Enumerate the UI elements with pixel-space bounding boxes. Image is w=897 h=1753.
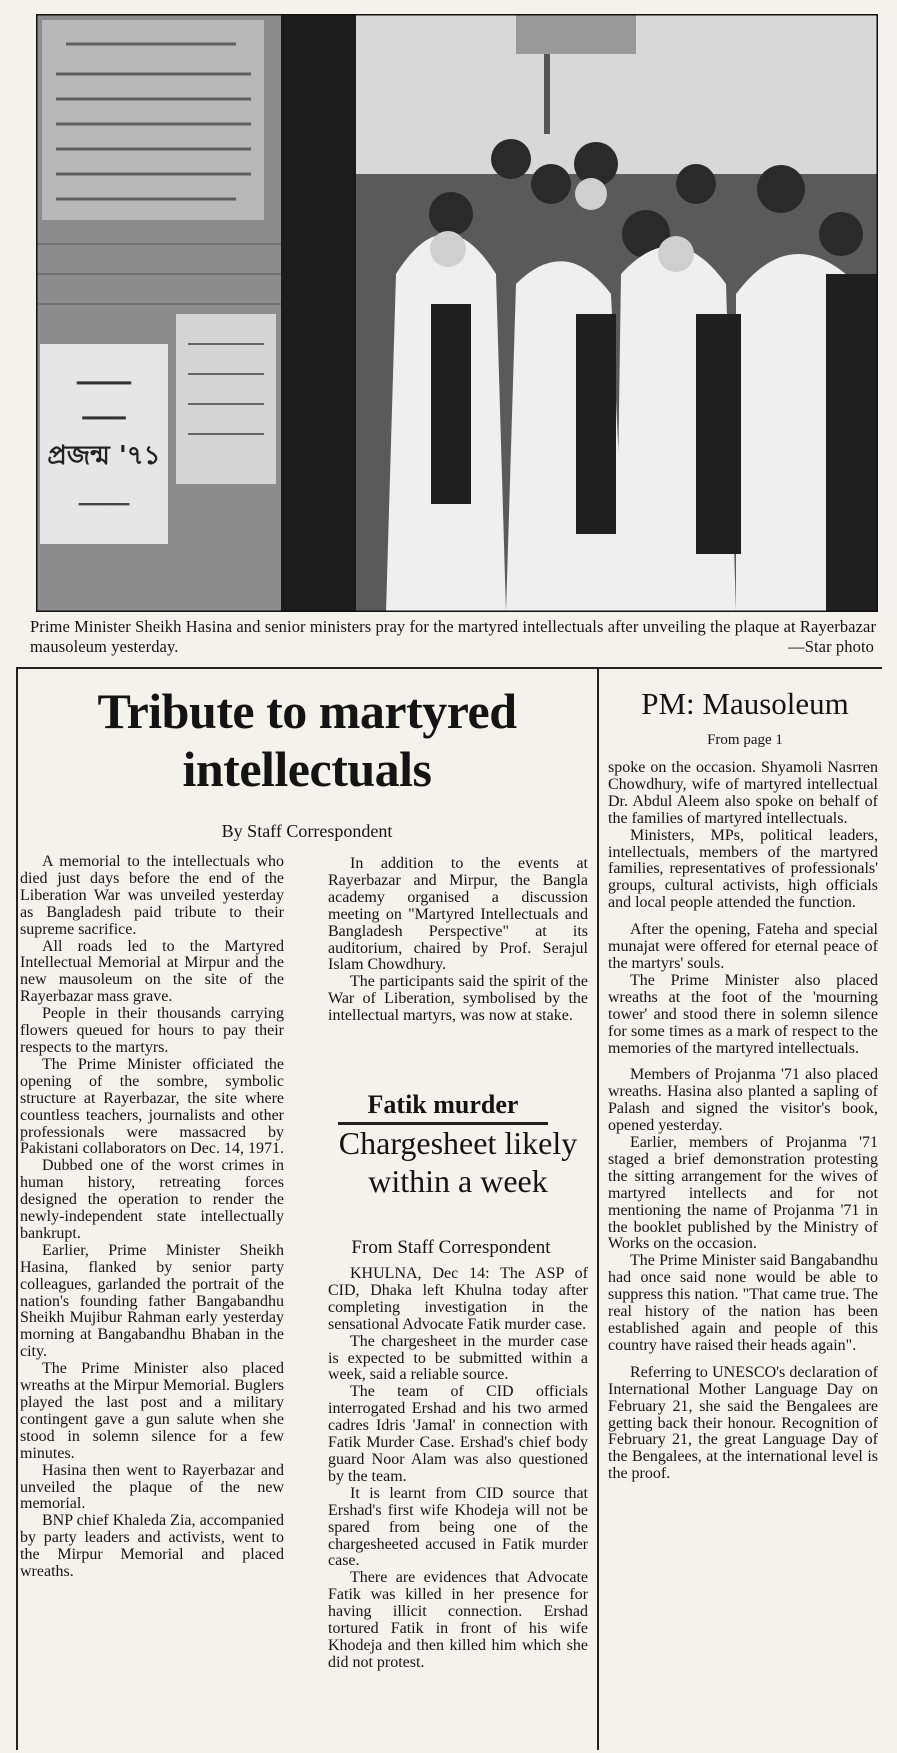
main-story-paragraph: All roads led to the Martyred Intellectual Memorial at Mirpur and the new mausoleum on the site of the Rayerbazar mass grave. bbox=[20, 937, 284, 1006]
pm-story-paragraph: Ministers, MPs, political leaders, intellectuals, members of the martyred families, representatives of professionals' groups, cultural activists, high officials and local people attended the function. bbox=[608, 826, 878, 912]
fatik-story-paragraph: The chargesheet in the murder case is expected to be submitted within a week, said a reliable source. bbox=[328, 1332, 588, 1384]
main-story-paragraph: BNP chief Khaleda Zia, accompanied by party leaders and activists, went to the Mirpur Memorial and placed wreaths. bbox=[20, 1512, 284, 1581]
pm-jump-line: From page 1 bbox=[707, 732, 783, 748]
fatik-kicker: Fatik murder bbox=[338, 1090, 548, 1125]
pm-story-paragraph: Members of Projanma '71 also placed wreaths. Hasina also planted a sapling of Palash and signed the visitor's book, opened yesterday. bbox=[608, 1066, 878, 1135]
pm-headline: PM: Mausoleum bbox=[641, 686, 849, 721]
plaque-text-line1: ━━━━━ bbox=[76, 373, 132, 394]
fatik-byline: From Staff Correspondent bbox=[351, 1237, 551, 1258]
main-story-paragraph: The participants said the spirit of the War of Liberation, symbolised by the intellectual martyrs, was now at stake. bbox=[328, 973, 588, 1025]
news-photo bbox=[36, 14, 878, 612]
fatik-story-paragraph: There are evidences that Advocate Fatik was killed in her presence for having illicit connection. Ershad tortured Fatik in front of his wife Khodeja and then killed him which she did not protest. bbox=[328, 1569, 588, 1671]
fatik-story-body bbox=[328, 1266, 588, 1672]
main-story-paragraph: The Prime Minister officiated the opening of the sombre, symbolic structure at Rayerbazar, the site where countless teachers, journalists and other professionals were massacred by Pakistani collaborators on Dec. 14, 1971. bbox=[20, 1055, 284, 1158]
main-story-paragraph: Earlier, Prime Minister Sheikh Hasina, flanked by senior party colleagues, garlanded the portrait of the nation's founding father Bangabandhu Sheikh Mujibur Rahman early yesterday morning at Bangabandhu Bhaban in the city. bbox=[20, 1241, 284, 1361]
plaque-text-projanma: প্রজন্ম '৭১ bbox=[47, 441, 161, 471]
main-headline: Tribute to martyred intellectuals bbox=[97, 683, 517, 797]
svg-text:━━━━━━: ━━━━━━ bbox=[78, 497, 130, 513]
photo-caption bbox=[30, 617, 880, 657]
pm-story-paragraph: After the opening, Fateha and special munajat were offered for eternal peace of the martyrs' souls. bbox=[608, 921, 878, 972]
main-story-paragraph: The Prime Minister also placed wreaths at the Mirpur Memorial. Buglers played the last post and a military contingent gave a gun salute when she stood in solemn silence for a few minutes. bbox=[20, 1360, 284, 1462]
pm-story-paragraph: The Prime Minister said Bangabandhu had once said none would be able to suppress this nation. "That came true. The real history of the nation has been established again and people of this country have raised their heads again". bbox=[608, 1252, 878, 1354]
main-byline: By Staff Correspondent bbox=[221, 821, 393, 841]
fatik-headline: Chargesheet likely within a week bbox=[338, 1125, 578, 1199]
svg-text:━━━━: ━━━━ bbox=[82, 408, 126, 429]
fatik-story-paragraph: KHULNA, Dec 14: The ASP of CID, Dhaka left Khulna today after completing investigation in the sensational Advocate Fatik murder case. bbox=[328, 1265, 588, 1333]
main-story-paragraph: Hasina then went to Rayerbazar and unveiled the plaque of the new memorial. bbox=[20, 1461, 284, 1513]
top-rule bbox=[16, 667, 882, 669]
fatik-story-paragraph: The team of CID officials interrogated Ershad and his two armed cadres Idris 'Jamal' in connection with Fatik Murder Case. Ershad's chief body guard Noor Alam was also questioned by the team. bbox=[328, 1383, 588, 1485]
photo-illustration bbox=[36, 14, 878, 612]
photo-credit: —Star photo bbox=[788, 637, 874, 656]
fatik-story-paragraph: It is learnt from CID source that Ershad's first wife Khodeja will not be spared from being one of the chargesheeted accused in Fatik murder case. bbox=[328, 1484, 588, 1570]
pm-story-paragraph: Referring to UNESCO's declaration of International Mother Language Day on February 21, she said the Bengalees are getting back their honour. Recognition of February 21, the great Language Day of the Bengalees, at the international level is the proof. bbox=[608, 1363, 878, 1483]
pm-story-paragraph: spoke on the occasion. Shyamoli Nasrren Chowdhury, wife of martyred intellectual Dr. Abdul Aleem also spoke on behalf of the families of martyred intellectuals. bbox=[608, 759, 878, 827]
main-story-paragraph: A memorial to the intellectuals who died just days before the end of the Liberation War was unveiled yesterday as Bangladesh paid tribute to their supreme sacrifice. bbox=[20, 853, 284, 938]
main-story-paragraph: Dubbed one of the worst crimes in human history, retreating forces designed the operation to render the newly-independent state intellectually bankrupt. bbox=[20, 1157, 284, 1242]
main-story-paragraph: People in their thousands carrying flowers queued for hours to pay their respects to the martyrs. bbox=[20, 1005, 284, 1056]
column-rule bbox=[597, 667, 599, 1750]
pm-story-paragraph: Earlier, members of Projanma '71 staged a brief demonstration protesting the sitting arrangement for the wives of martyred intellects and for not mentioning the name of Projanma '71 in the booklet published by the Ministry of Works on the occasion. bbox=[608, 1134, 878, 1253]
caption-text: Prime Minister Sheikh Hasina and senior ministers pray for the martyred intellectuals after unveiling the plaque at Rayerbazar mausoleum yesterday. bbox=[30, 617, 877, 656]
pm-story-body bbox=[608, 760, 878, 1483]
main-story-column-2 bbox=[328, 856, 588, 1025]
pm-story-paragraph: The Prime Minister also placed wreaths at the foot of the 'mourning tower' and stood there in solemn silence for some times as a mark of respect to the memories of the martyred intellectuals. bbox=[608, 971, 878, 1057]
main-story-paragraph: In addition to the events at Rayerbazar and Mirpur, the Bangla academy organised a discussion meeting on "Martyred Intellectuals and Bangladesh Perspective" at its auditorium, chaired by Prof. Serajul Islam Chowdhury. bbox=[328, 855, 588, 974]
main-story-column-1 bbox=[20, 854, 284, 1581]
